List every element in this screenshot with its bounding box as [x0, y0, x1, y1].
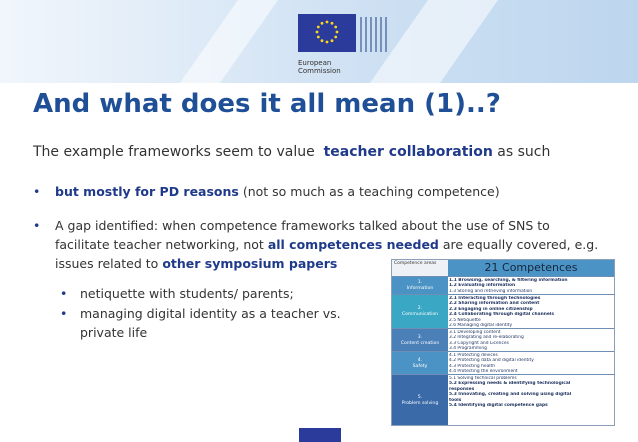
competence-area-label	[392, 277, 448, 295]
intro-text	[33, 142, 603, 163]
building-line	[380, 17, 382, 52]
competence-area-number: 2.	[417, 306, 423, 311]
competence-items	[449, 296, 612, 328]
building-line	[385, 17, 387, 52]
competence-area-number: 5.	[417, 394, 423, 400]
competence-area-number: 1.	[417, 280, 423, 285]
competence-row	[392, 294, 614, 329]
competence-area-name: Information	[406, 286, 434, 291]
european-commission-logo	[298, 14, 390, 84]
competence-item: 4.4 Protecting the environment	[449, 369, 518, 375]
bullet-bold: other symposium papers	[162, 256, 338, 271]
competence-item: 1.1 Browsing, searching, & filtering information	[449, 278, 568, 283]
competence-item: 3.1 Developing content	[449, 330, 501, 335]
sub-bullet-text: netiquette with students/ parents;	[80, 286, 294, 301]
competence-item: 2.2 Sharing information and content	[449, 301, 540, 307]
intro-prefix: The example frameworks seem to value	[33, 144, 315, 160]
competence-area-name: Safety	[412, 363, 428, 369]
competence-items	[449, 330, 612, 352]
bullet-dot-icon: •	[33, 184, 41, 199]
intro-suffix: as such	[492, 144, 551, 160]
competence-items	[449, 376, 612, 408]
competence-items	[449, 353, 612, 375]
competence-item: 5.3 Innovating, creating and solving using digital	[449, 392, 572, 398]
intro-highlight: teacher collaboration	[323, 144, 493, 160]
sub-bullet-item	[60, 304, 360, 342]
sub-bullet-item	[60, 284, 360, 303]
competence-area-label	[392, 295, 448, 329]
competence-item: 2.6 Managing digital identity	[449, 323, 513, 329]
competence-item: 1.3 Storing and retrieving information	[449, 288, 533, 294]
logo-text-line1: European	[298, 59, 332, 67]
competence-item: 5.1 Solving technical problems	[449, 376, 517, 381]
logo-text-line2: Commission	[298, 67, 341, 75]
competence-item: responses	[449, 386, 475, 392]
competence-table	[391, 259, 615, 426]
competence-row	[392, 351, 614, 375]
competence-item: 4.1 Protecting devices	[449, 353, 498, 358]
building-line	[375, 17, 377, 52]
bullet-dot-icon: •	[60, 306, 68, 321]
footer-flag	[299, 428, 341, 442]
competence-item: 3.3 Copyright and Licences	[449, 340, 509, 346]
header-decoration	[175, 0, 285, 90]
competence-item: tools	[449, 397, 462, 403]
building-line	[370, 17, 372, 52]
competence-item: 2.3 Engaging in online citizenship	[449, 306, 533, 312]
competence-area-name: Problem solving	[401, 400, 439, 406]
bullet-dot-icon: •	[60, 286, 68, 301]
competence-item: 3.2 Integrating and re-elaborating	[449, 335, 524, 341]
competence-item: 5.4 Identifying digital competence gaps	[449, 403, 548, 409]
bullet-bold: all competences needed	[267, 237, 439, 252]
competence-item: 1.2 Evaluating information	[449, 283, 516, 289]
competence-row	[392, 374, 614, 426]
competence-row	[392, 328, 614, 352]
bullet-item	[33, 182, 603, 201]
bullet-text: are equally covered, e.g. issues related to	[55, 237, 599, 271]
competence-area-number: 4.	[417, 357, 423, 363]
competence-item: 2.1 Interacting through technologies	[449, 296, 541, 301]
competence-area-number: 3.	[417, 334, 423, 340]
competence-item: 4.3 Protecting health	[449, 363, 495, 369]
slide-title: And what does it all mean (1)..?	[33, 89, 501, 119]
bullet-text: A gap identified: when competence frameworks talked about the use of SNS to facilitate teacher networking, not	[55, 218, 550, 252]
competence-area-name: Content creation	[400, 340, 440, 346]
competence-area-label	[392, 352, 448, 375]
logo-text	[298, 59, 341, 75]
building-line	[365, 17, 367, 52]
competence-area-label	[392, 375, 448, 426]
competence-item: 3.4 Programming	[449, 346, 487, 352]
bullet-dot-icon: •	[33, 218, 41, 233]
competence-row	[392, 276, 614, 295]
table-header	[392, 260, 614, 276]
bullet-bold: but mostly for PD reasons	[55, 184, 239, 199]
eu-flag-icon	[298, 14, 356, 52]
competence-area-name: Communication	[401, 312, 439, 317]
competence-item: 4.2 Protecting data and digital identity	[449, 358, 534, 364]
building-line	[360, 17, 362, 52]
competence-item: 2.5 Netiquette	[449, 317, 481, 323]
competence-item: 2.4 Collaborating through digital channels	[449, 312, 554, 318]
competence-item: 5.2 Expressing needs & identifying technological	[449, 381, 571, 387]
competence-area-label	[392, 329, 448, 352]
competence-items	[449, 278, 612, 294]
table-header-right: 21 Competences	[448, 260, 614, 276]
sub-bullet-text: managing digital identity as a teacher vs. private life	[80, 306, 341, 340]
table-header-left: Competence areas	[392, 260, 448, 276]
bullet-text: (not so much as a teaching competence)	[238, 184, 500, 199]
